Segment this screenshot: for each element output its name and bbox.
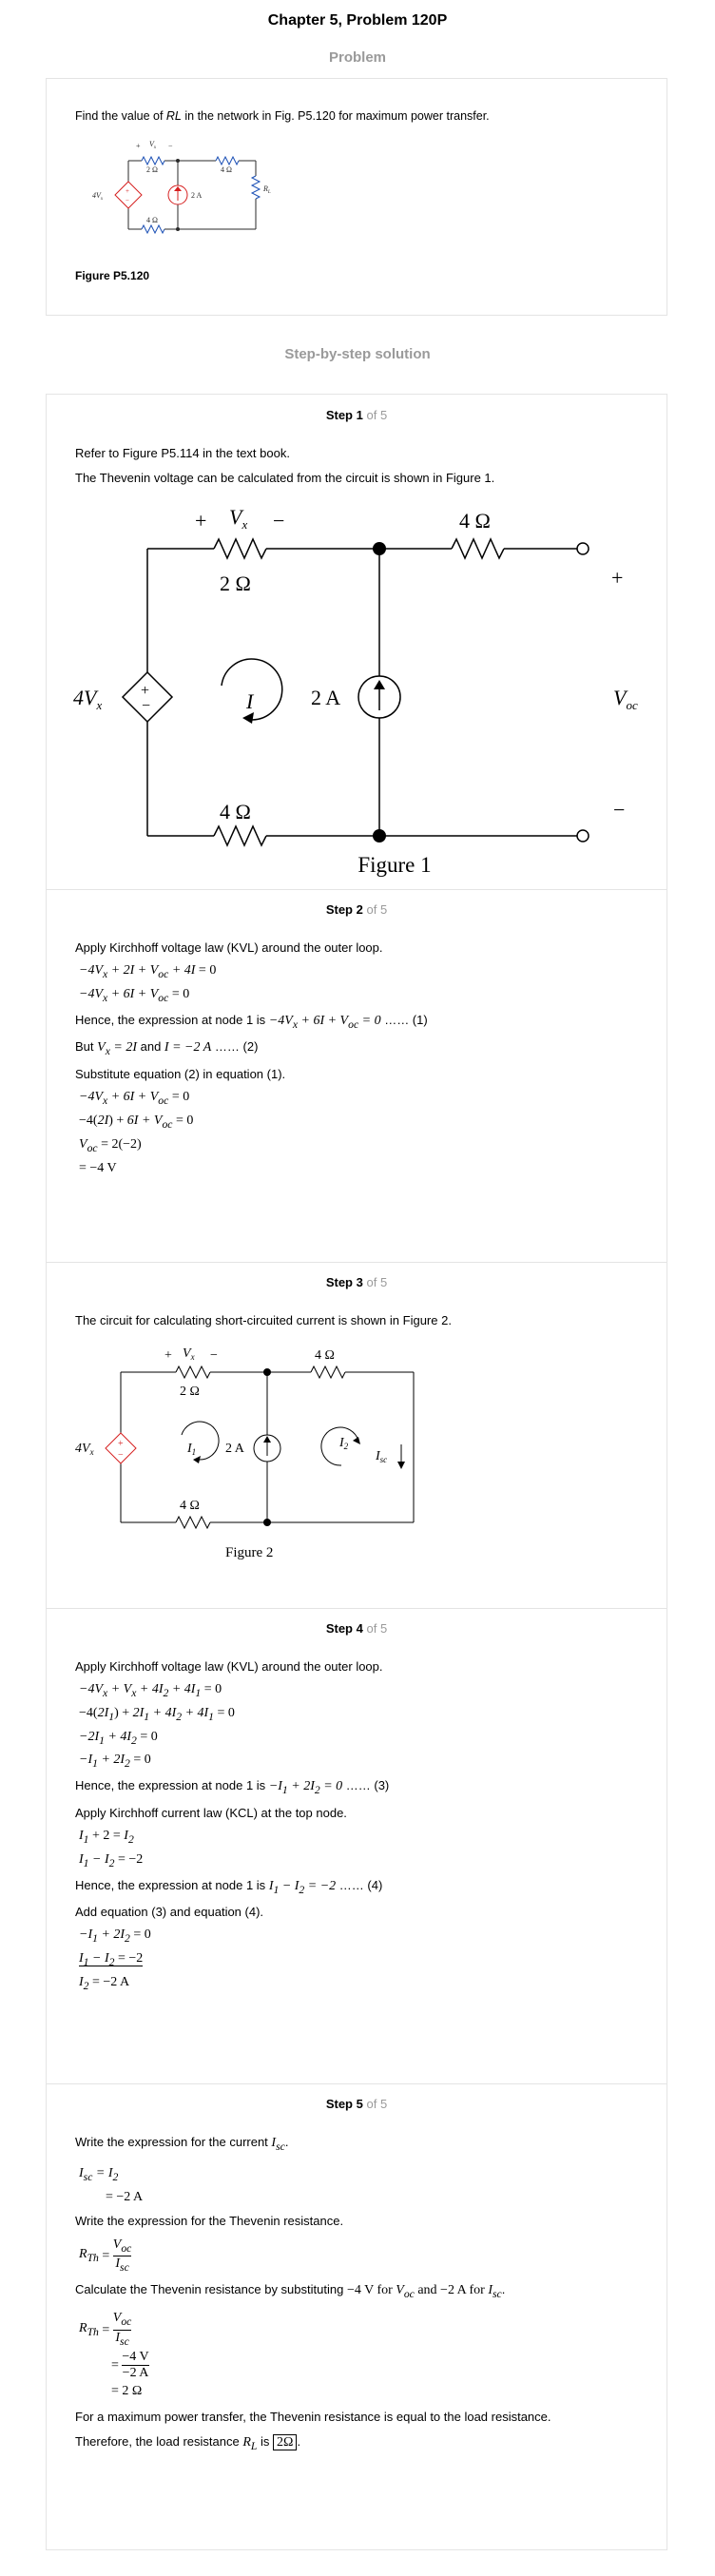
step-5-calc: Calculate the Thevenin resistance by substituting −4 V for $V_{oc}$ and −2 A for $I_{sc}$. bbox=[75, 2282, 506, 2300]
step-4-heading: Step 4 of 5 bbox=[325, 1621, 388, 1636]
step-5-eq-1: $I_{sc} = I_2$ bbox=[79, 2165, 119, 2183]
step-4-eq-9: $I_2 = -2$ A bbox=[79, 1974, 130, 1992]
step-5-rth-eq: $R_{Th}$ = $V_{oc}$ $I_{sc}$ bbox=[79, 2237, 132, 2275]
step-2-eq-6: = −4 V bbox=[79, 1160, 117, 1175]
fig2-vx-label: $V_x$ bbox=[183, 1346, 195, 1362]
step-4-eq-3: $-2I_1 + 4I_2 = 0$ bbox=[79, 1729, 158, 1747]
fig1-vx-plus: + bbox=[195, 509, 207, 533]
step-5-eq-5: = 2 Ω bbox=[111, 2383, 143, 2398]
step-3-intro: The circuit for calculating short-circuited current is shown in Figure 2. bbox=[75, 1313, 452, 1327]
figure-2-caption: Figure 2 bbox=[225, 1545, 274, 1560]
step-2-eq-1: $-4V_x + 2I + V_{oc} + 4I = 0$ bbox=[79, 963, 217, 980]
fig1-dep-source-label: $4V_x$ bbox=[73, 686, 103, 712]
step-3 bbox=[47, 1262, 667, 1608]
step-1-line-2: The Thevenin voltage can be calculated from the circuit is shown in Figure 1. bbox=[75, 471, 495, 485]
solution-label: Step-by-step solution bbox=[284, 346, 431, 362]
fig2-dep-source-label: $4V_x$ bbox=[75, 1442, 94, 1457]
fig1-r4-top-label: 4 Ω bbox=[459, 509, 491, 533]
step-2-eq-4: $-4(2I) + 6I + V_{oc} = 0$ bbox=[79, 1113, 194, 1131]
step-4-eq-5: $I_1 + 2 = I_2$ bbox=[79, 1828, 134, 1846]
step-5-therefore: Therefore, the load resistance $R_L$ is 2Ω . bbox=[75, 2433, 301, 2452]
r4-bottom-label: 4 Ω bbox=[146, 216, 158, 224]
problem-label: Problem bbox=[328, 49, 386, 66]
fig1-vx-label: $V_x$ bbox=[229, 505, 248, 532]
step-2-eq-3: $-4V_x + 6I + V_{oc} = 0$ bbox=[79, 1090, 190, 1107]
problem-circuit bbox=[73, 132, 320, 256]
svg-text:+: + bbox=[141, 683, 150, 699]
svg-text:+: + bbox=[126, 187, 129, 195]
svg-text:−: − bbox=[142, 698, 151, 714]
step-4-eq-2: $-4(2I_1) + 2I_1 + 4I_2 + 4I_1 = 0$ bbox=[79, 1705, 235, 1723]
r4-top-label: 4 Ω bbox=[221, 165, 232, 174]
step-1 bbox=[47, 395, 667, 889]
step-4-add: Add equation (3) and equation (4). bbox=[75, 1905, 264, 1920]
fig2-loop-i1: $I_1$ bbox=[187, 1442, 197, 1457]
fig1-vx-minus: − bbox=[273, 509, 285, 533]
fig1-r2-label: 2 Ω bbox=[220, 571, 251, 595]
step-5-eq-4: = −4 V −2 A bbox=[111, 2349, 149, 2380]
r2-label: 2 Ω bbox=[146, 165, 158, 174]
fig1-minus: − bbox=[613, 798, 626, 822]
dep-source-label: $4V_x$ bbox=[92, 191, 104, 202]
fig2-vx-minus: − bbox=[210, 1348, 218, 1363]
step-5-write-1: Write the expression for the current $I_{sc}$. bbox=[75, 2135, 289, 2153]
fig1-plus: + bbox=[611, 566, 624, 590]
step-3-heading: Step 3 of 5 bbox=[325, 1275, 388, 1289]
step-4-eq-1: $-4V_x + V_x + 4I_2 + 4I_1 = 0$ bbox=[79, 1682, 222, 1699]
figure-1-circuit bbox=[62, 499, 651, 877]
step-4-eq-7: $-I_1 + 2I_2 = 0$ bbox=[79, 1927, 151, 1946]
step-5-write-2: Write the expression for the Thevenin resistance. bbox=[75, 2213, 344, 2228]
step-2-hence: Hence, the expression at node 1 is $-4V_x + 6I + V_{oc} = 0$ …… (1) bbox=[75, 1012, 428, 1031]
problem-figure-caption: Figure P5.120 bbox=[75, 269, 150, 282]
fig2-r4-bottom-label: 4 Ω bbox=[180, 1499, 200, 1513]
step-4-hence-2: Hence, the expression at node 1 is $I_1 - I_2 = -2$ …… (4) bbox=[75, 1877, 383, 1896]
fig2-r2-label: 2 Ω bbox=[180, 1385, 200, 1399]
step-4-eq-6: $I_1 - I_2 = -2$ bbox=[79, 1851, 144, 1869]
step-4 bbox=[47, 1608, 667, 2083]
svg-text:+: + bbox=[118, 1439, 124, 1449]
fig2-isc-label: $I_{sc}$ bbox=[376, 1449, 388, 1464]
figure-1-caption: Figure 1 bbox=[358, 853, 432, 877]
step-2 bbox=[47, 889, 667, 1262]
vx-label: $V_x$ bbox=[149, 140, 157, 150]
solution-card bbox=[46, 394, 667, 2550]
step-4-eq-4: $-I_1 + 2I_2 = 0$ bbox=[79, 1753, 151, 1771]
step-5-max-power: For a maximum power transfer, the Thevenin resistance is equal to the load resistance. bbox=[75, 2409, 551, 2424]
step-1-line-1: Refer to Figure P5.114 in the text book. bbox=[75, 446, 290, 460]
svg-text:−: − bbox=[126, 197, 129, 204]
step-5-heading: Step 5 of 5 bbox=[325, 2097, 388, 2111]
step-2-eq-2: $-4V_x + 6I + V_{oc} = 0$ bbox=[79, 986, 190, 1004]
answer-box: 2Ω bbox=[273, 2434, 297, 2450]
fig2-cur-source-label: 2 A bbox=[225, 1442, 244, 1456]
vx-plus: + bbox=[136, 142, 141, 150]
step-1-heading: Step 1 of 5 bbox=[325, 408, 388, 422]
fig1-r4-bottom-label: 4 Ω bbox=[220, 800, 251, 823]
step-5-eq-2: = −2 A bbox=[106, 2189, 144, 2204]
figure-2-circuit bbox=[73, 1346, 454, 1583]
problem-card bbox=[46, 78, 667, 316]
fig2-vx-plus: + bbox=[164, 1348, 172, 1363]
step-2-substitute: Substitute equation (2) in equation (1). bbox=[75, 1067, 286, 1082]
fig1-loop-i: I bbox=[246, 689, 254, 713]
fig1-voc-label: $V_{oc}$ bbox=[613, 686, 638, 712]
step-2-but: But $V_x = 2I$ and I = −2 A …… (2) bbox=[75, 1039, 259, 1058]
step-4-eq-8: $I_1 - I_2 = -2$ bbox=[79, 1951, 144, 1968]
step-2-heading: Step 2 of 5 bbox=[325, 902, 388, 917]
step-2-eq-5: $V_{oc} = 2(-2)$ bbox=[79, 1136, 142, 1154]
svg-text:−: − bbox=[118, 1450, 124, 1461]
rl-label: $R_L$ bbox=[263, 184, 271, 195]
cur-source-label: 2 A bbox=[191, 191, 203, 200]
step-5 bbox=[47, 2083, 667, 2551]
step-4-kcl: Apply Kirchhoff current law (KCL) at the top node. bbox=[75, 1805, 347, 1820]
step-4-hence-1: Hence, the expression at node 1 is $-I_1 + 2I_2 = 0$ …… (3) bbox=[75, 1778, 390, 1796]
step-2-intro: Apply Kirchhoff voltage law (KVL) around the outer loop. bbox=[75, 940, 383, 955]
fig2-r4-top-label: 4 Ω bbox=[315, 1348, 335, 1363]
step-5-eq-3: $R_{Th}$ = $V_{oc}$ $I_{sc}$ bbox=[79, 2310, 132, 2348]
step-4-intro: Apply Kirchhoff voltage law (KVL) around the outer loop. bbox=[75, 1659, 383, 1674]
page-title: Chapter 5, Problem 120P bbox=[267, 12, 448, 29]
fig1-cur-source-label: 2 A bbox=[311, 686, 341, 709]
problem-text: Find the value of RL in the network in Fig. P5.120 for maximum power transfer. bbox=[75, 109, 490, 123]
fig2-loop-i2: $I_2$ bbox=[339, 1436, 349, 1451]
vx-minus: − bbox=[168, 142, 173, 150]
